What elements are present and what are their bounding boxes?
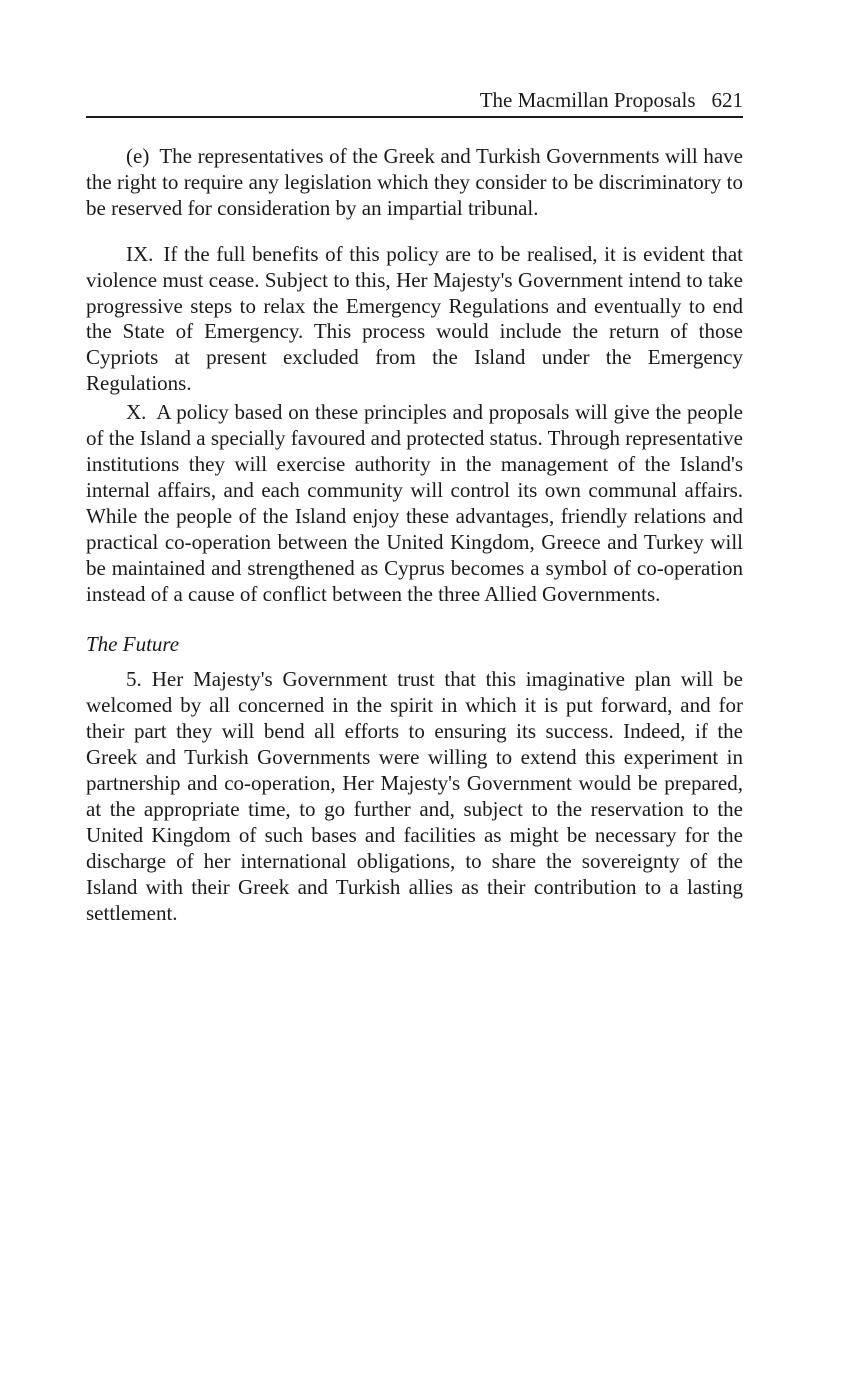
paragraph-text: Her Majesty's Government trust that this imaginative plan will be welcomed by all concerned in the spirit in which it is put forward, and for their part they will bend all efforts to ensuring its success. Indeed, if the Greek and Turkish Governments were willing to extend this experiment in partnership and co-operation, Her Majesty's Government would be prepared, at the appropriate time, to go further and, subject to the reservation to the United Kingdom of such bases and facilities as might be necessary for the discharge of her international obligations, to share the sovereignty of the Island with their Greek and Turkish allies as their contribution to a lasting settlement.	[86, 667, 743, 925]
paragraph-x	[86, 400, 743, 607]
paragraph-text: The representatives of the Greek and Turkish Governments will have the right to require any legislation which they consider to be discriminatory to be reserved for consideration by an impartial tribunal.	[86, 144, 743, 220]
paragraph-ix	[86, 242, 743, 397]
book-page	[86, 88, 743, 926]
paragraph-5	[86, 667, 743, 926]
page-number: 621	[711, 88, 743, 112]
running-head	[86, 88, 743, 118]
paragraph-text: If the full benefits of this policy are to be realised, it is evident that violence must cease. Subject to this, Her Majesty's Government intend to take progressive steps to relax the Emergency Regulations and eventually to end the State of Emergency. This process would include the return of those Cypriots at present excluded from the Island under the Emergency Regulations.	[86, 241, 743, 396]
paragraph-text: A policy based on these principles and proposals will give the people of the Island a specially favoured and protected status. Through representative institutions they will exercise authority in the management of the Island's internal affairs, and each community will control its own communal affairs. While the people of the Island enjoy these advantages, friendly relations and practical co-operation between the United Kingdom, Greece and Turkey will be maintained and strengthened as Cyprus becomes a symbol of co-operation instead of a cause of conflict between the three Allied Governments.	[86, 400, 743, 606]
section-heading: The Future	[86, 632, 180, 657]
paragraph-e	[86, 144, 743, 222]
paragraph-label: IX.	[126, 241, 154, 266]
paragraph-label: (e)	[126, 144, 150, 168]
paragraph-label: X.	[126, 400, 147, 425]
paragraph-label: 5.	[126, 667, 142, 692]
running-title: The Macmillan Proposals	[479, 88, 696, 112]
